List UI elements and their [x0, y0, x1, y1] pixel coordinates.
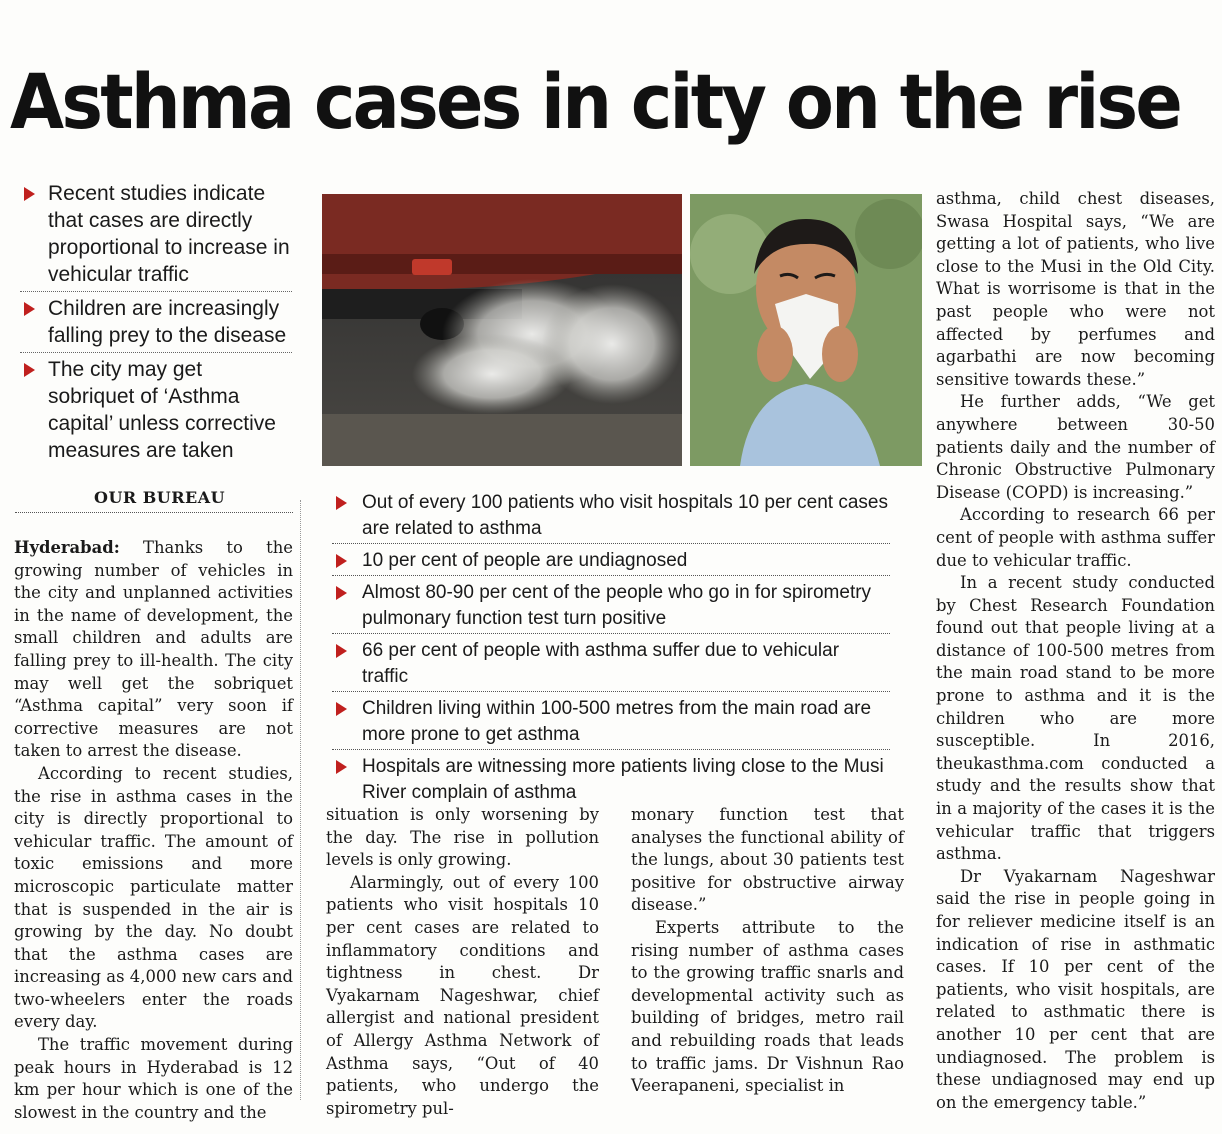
fact-text: 66 per cent of people with asthma suffer due to vehicular traffic	[362, 640, 840, 687]
key-point	[20, 295, 292, 353]
bullet-triangle-icon	[336, 496, 347, 510]
sneezing-man-photo	[690, 194, 922, 466]
facts-box	[332, 490, 890, 811]
article-paragraph	[14, 537, 293, 763]
article-column-2	[326, 804, 599, 1120]
article-paragraph: He further adds, “We get anywhere between 30-50 patients daily and the number of Chronic Obstructive Pulmonary Disease (COPD) is increasing.”	[936, 392, 1215, 502]
article-column-3	[631, 804, 904, 1098]
article-paragraph: asthma, child chest diseases, Swasa Hospital says, “We are getting a lot of patients, who live close to the Musi in the Old City. What is worrisome is that in the past people who were not affected by perfumes and agarbathi are now becoming sensitive towards these.”	[936, 189, 1215, 389]
article-paragraph: situation is only worsening by the day. The rise in pollution levels is only growing.	[326, 805, 599, 870]
fact-item	[332, 754, 890, 807]
article-paragraph: Experts attribute to the rising number of asthma cases to the growing traffic snarls and developmental activity such as building of bridges, metro rail and rebuilding roads that leads to traffic jams. Dr Vishnun Rao Veerapaneni, specialist in	[631, 917, 904, 1096]
fact-text: Out of every 100 patients who visit hospitals 10 per cent cases are related to asthma	[362, 492, 888, 539]
key-point-text: The city may get sobriquet of ‘Asthma capital’ unless corrective measures are taken	[48, 358, 276, 462]
fact-text: Almost 80-90 per cent of the people who go in for spirometry pulmonary function test turn positive	[362, 582, 872, 629]
key-points	[20, 180, 292, 470]
bullet-triangle-icon	[336, 760, 347, 774]
bullet-triangle-icon	[24, 302, 35, 316]
article-paragraph: According to research 66 per cent of people with asthma suffer due to vehicular traffic.	[936, 505, 1215, 570]
fact-item	[332, 548, 890, 576]
article-paragraph: The traffic movement during peak hours in Hyderabad is 12 km per hour which is one of the slowest in the country and the	[14, 1035, 293, 1122]
key-point-text: Children are increasingly falling prey to the disease	[48, 297, 287, 347]
key-point	[20, 180, 292, 292]
column-divider	[300, 500, 301, 1100]
fact-text: Children living within 100-500 metres from the main road are more prone to get asthma	[362, 698, 872, 745]
article-paragraph: Alarmingly, out of every 100 patients who visit hospitals 10 per cent cases are related to inflammatory conditions and tightness in chest. Dr Vyakarnam Nageshwar, chief allergist and national president of Allergy Asthma Network of Asthma says, “Out of 40 patients, who undergo the spirometry pul-	[326, 872, 599, 1118]
article-column-4	[936, 188, 1215, 1114]
fact-text: 10 per cent of people are undiagnosed	[362, 550, 688, 571]
car-exhaust-illustration	[322, 194, 682, 466]
dateline: Hyderabad:	[14, 538, 120, 557]
key-point-text: Recent studies indicate that cases are directly proportional to increase in vehicular traffic	[48, 182, 290, 286]
bullet-triangle-icon	[24, 363, 35, 377]
bullet-triangle-icon	[336, 554, 347, 568]
byline-divider	[15, 512, 293, 513]
bullet-triangle-icon	[24, 187, 35, 201]
fact-text: Hospitals are witnessing more patients living close to the Musi River complain of asthma	[362, 756, 884, 803]
headline: Asthma cases in city on the rise	[10, 57, 1181, 146]
fact-item	[332, 638, 890, 692]
article-column-1	[14, 537, 293, 1124]
car-exhaust-photo	[322, 194, 682, 466]
fact-item	[332, 490, 890, 544]
bullet-triangle-icon	[336, 644, 347, 658]
article-paragraph: Dr Vyakarnam Nageshwar said the rise in people going in for reliever medicine itself is an indication of rise in asthmatic cases. If 10 per cent of the patients, who visit hospitals, are related to asthmatic there is another 10 per cent that are undiagnosed. The problem is these undiagnosed may end up on the emergency table.”	[936, 866, 1215, 1112]
sneezing-man-illustration	[690, 194, 922, 466]
fact-item	[332, 696, 890, 750]
fact-item	[332, 580, 890, 634]
article-paragraph: According to recent studies, the rise in asthma cases in the city is directly proportional to vehicular traffic. The amount of toxic emissions and more microscopic particulate matter that is suspended in the air is growing by the day. No doubt that the asthma cases are increasing as 4,000 new cars and two-wheelers enter the roads every day.	[14, 763, 293, 1032]
paragraph-text: Thanks to the growing number of vehicles in the city and unplanned activities in the name of development, the small children and adults are falling prey to ill-health. The city may well get the sobriquet “Asthma capital” very soon if corrective measures are not taken to arrest the disease.	[14, 538, 293, 761]
key-point	[20, 356, 292, 467]
article-paragraph: monary function test that analyses the functional ability of the lungs, about 30 patients test positive for obstructive airway disease.”	[631, 805, 904, 915]
bullet-triangle-icon	[336, 586, 347, 600]
bullet-triangle-icon	[336, 702, 347, 716]
byline: OUR BUREAU	[94, 488, 226, 507]
article-paragraph: In a recent study conducted by Chest Research Foundation found out that people living at a distance of 100-500 metres from the main road stand to be more prone to asthma and it is the children who are more susceptible. In 2016, theukasthma.com conducted a study and the results show that in a majority of the cases it is the vehicular traffic that triggers asthma.	[936, 573, 1215, 864]
